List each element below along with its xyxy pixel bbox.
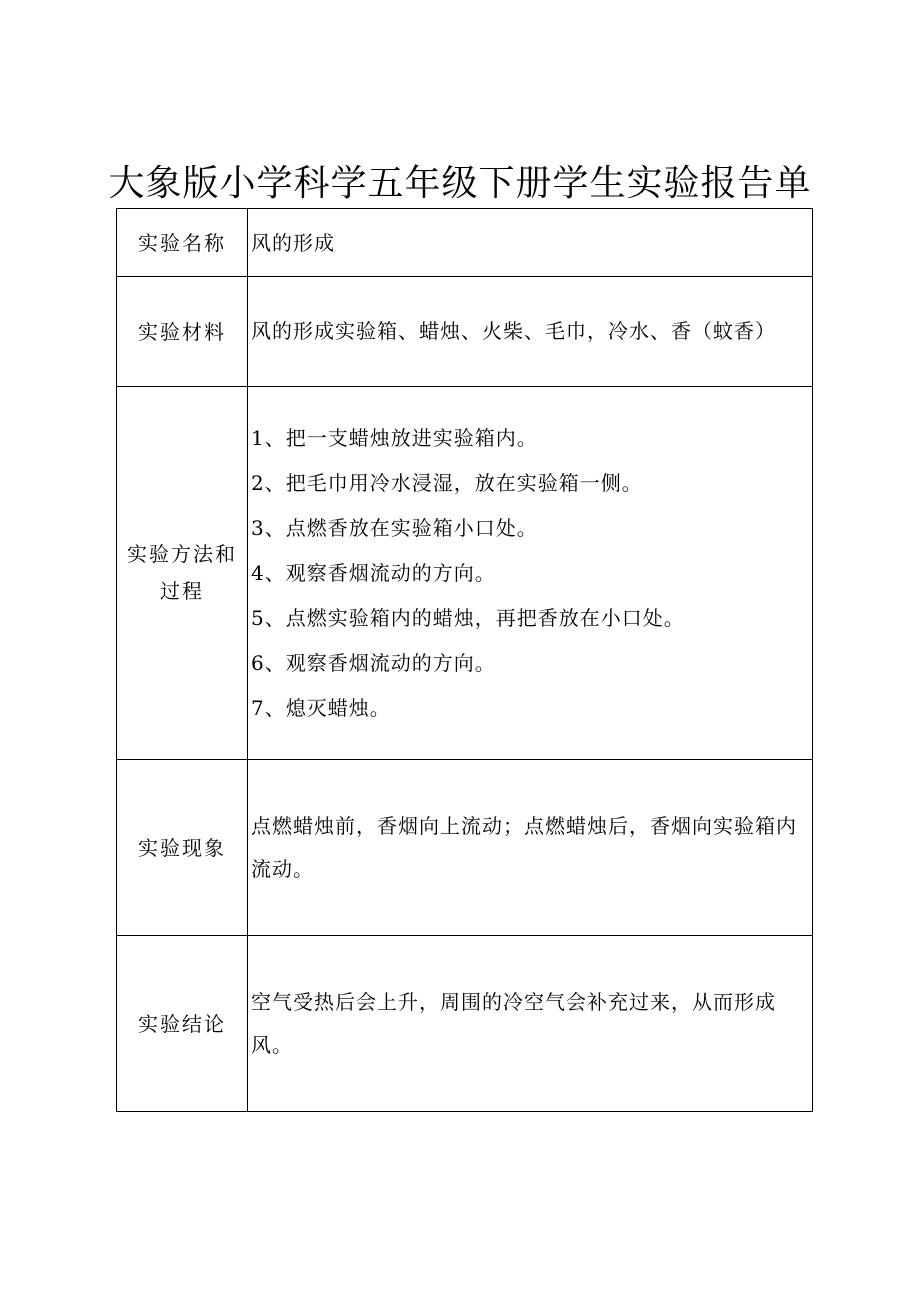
label-conclusion: 实验结论 — [117, 936, 248, 1112]
method-step: 3、点燃香放在实验箱小口处。 — [251, 515, 538, 540]
method-step: 1、把一支蜡烛放进实验箱内。 — [251, 425, 538, 450]
row-experiment-name — [117, 209, 813, 277]
row-materials — [117, 277, 813, 387]
method-step: 7、熄灭蜡烛。 — [251, 695, 391, 720]
row-method — [117, 387, 813, 760]
label-materials: 实验材料 — [117, 277, 248, 387]
label-method-line2: 过程 — [160, 579, 204, 603]
value-materials — [248, 277, 813, 387]
value-method — [248, 387, 813, 760]
label-phenomenon: 实验现象 — [117, 760, 248, 936]
value-phenomenon — [248, 760, 813, 936]
report-title: 大象版小学科学五年级下册学生实验报告单 — [108, 163, 812, 204]
value-conclusion — [248, 936, 813, 1112]
method-step: 4、观察香烟流动的方向。 — [251, 560, 496, 585]
conclusion-text: 空气受热后会上升，周围的冷空气会补充过来，从而形成风。 — [251, 989, 776, 1057]
label-method — [117, 387, 248, 760]
row-phenomenon — [117, 760, 813, 936]
method-step: 5、点燃实验箱内的蜡烛，再把香放在小口处。 — [251, 605, 685, 630]
label-method-line1: 实验方法和 — [127, 542, 237, 566]
row-conclusion — [117, 936, 813, 1112]
value-experiment-name: 风的形成 — [248, 209, 813, 277]
phenomenon-text: 点燃蜡烛前，香烟向上流动；点燃蜡烛后，香烟向实验箱内流动。 — [251, 813, 797, 881]
materials-text: 风的形成实验箱、蜡烛、火柴、毛巾，冷水、香（蚊香） — [251, 319, 776, 343]
label-experiment-name: 实验名称 — [117, 209, 248, 277]
method-step: 6、观察香烟流动的方向。 — [251, 650, 496, 675]
method-step: 2、把毛巾用冷水浸湿，放在实验箱一侧。 — [251, 470, 643, 495]
report-table — [116, 208, 813, 1112]
